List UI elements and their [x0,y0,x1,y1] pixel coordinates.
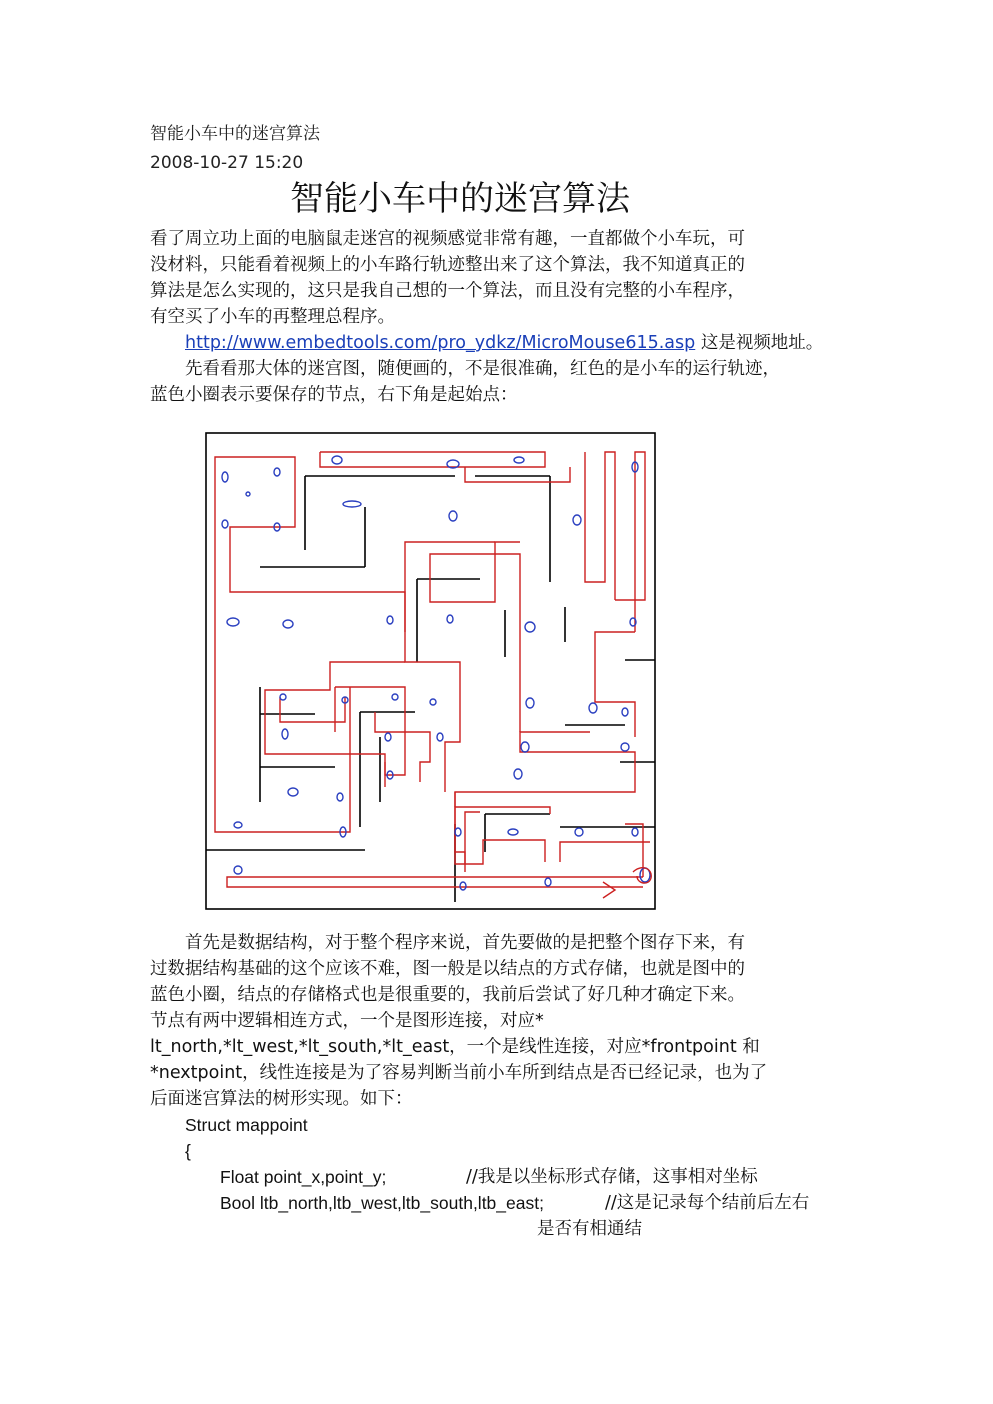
video-link-suffix: 这是视频地址。 [695,333,824,353]
video-link[interactable]: http://www.embedtools.com/pro_ydkz/MicroMouse615.asp [185,333,696,353]
node [332,456,342,464]
datetime: 2008-10-27 15:20 [150,153,304,173]
node [545,878,551,886]
body-line-1: 首先是数据结构，对于整个程序来说，首先要做的是把整个图存下来，有 [185,933,745,953]
code-line-2: Bool ltb_north,ltb_west,ltb_south,ltb_east; [220,1193,544,1213]
small-title: 智能小车中的迷宫算法 [150,124,320,144]
intro-line-2: 没材料，只能看着视频上的小车路行轨迹整出来了这个算法，我不知道真正的 [150,255,745,275]
intro-line-3: 算法是怎么实现的，这只是我自己想的一个算法，而且没有完整的小车程序， [150,281,745,301]
maze-walls [206,433,655,909]
page-title: 智能小车中的迷宫算法 [290,179,630,219]
node [246,492,250,496]
node [525,622,535,632]
body-line-6: *nextpoint，线性连接是为了容易判断当前小车所到结点是否已经记录，也为了 [150,1063,768,1083]
node [526,698,534,708]
node [222,520,228,528]
node [621,743,629,751]
node [622,708,628,716]
maze-intro-line-1: 先看看那大体的迷宫图，随便画的，不是很准确，红色的是小车的运行轨迹， [185,359,780,379]
node [343,501,361,507]
code-open-brace: { [185,1141,191,1161]
node [274,468,280,476]
node [288,788,298,796]
code-comment-2: //这是记录每个结前后左右 [605,1193,810,1213]
maze-border [206,433,655,909]
node [385,733,391,741]
body-line-3: 蓝色小圈，结点的存储格式也是很重要的，我前后尝试了好几种才确定下来。 [150,985,745,1005]
node [283,620,293,628]
path-nodes [222,456,650,890]
start-marker [603,868,651,898]
maze-diagram [205,432,657,910]
node [589,703,597,713]
node [514,769,522,779]
body-line-5: lt_north,*lt_west,*lt_south,*lt_east，一个是线性连接，对应*frontpoint 和 [150,1037,760,1057]
node [234,822,242,828]
node [392,694,398,700]
node [387,616,393,624]
node [508,829,518,835]
node [282,729,288,739]
maze-intro-line-2: 蓝色小圈表示要保存的节点，右下角是起始点： [150,385,518,405]
video-link-line [185,330,823,356]
node [437,733,443,741]
intro-line-4: 有空买了小车的再整理总程序。 [150,307,395,327]
node [234,866,242,874]
node [632,828,638,836]
code-comment-2-cont: 是否有相通结 [537,1219,642,1239]
node [447,615,453,623]
node [575,828,583,836]
node [430,699,436,705]
body-line-4: 节点有两中逻辑相连方式，一个是图形连接，对应* [150,1011,544,1031]
body-line-2: 过数据结构基础的这个应该不难，图一般是以结点的方式存储，也就是图中的 [150,959,745,979]
node [455,828,461,836]
node [521,742,529,752]
node [222,472,228,482]
body-line-7: 后面迷宫算法的树形实现。如下： [150,1089,413,1109]
intro-line-1: 看了周立功上面的电脑鼠走迷宫的视频感觉非常有趣，一直都做个小车玩，可 [150,229,745,249]
node [449,511,457,521]
node [280,694,286,700]
node [573,515,581,525]
node [514,457,524,463]
node [460,882,466,890]
node [337,793,343,801]
car-path [215,452,650,887]
node [227,618,239,626]
code-comment-1: //我是以坐标形式存储，这事相对坐标 [466,1167,758,1187]
code-line-1: Float point_x,point_y; [220,1167,387,1187]
code-struct-line: Struct mappoint [185,1115,308,1135]
